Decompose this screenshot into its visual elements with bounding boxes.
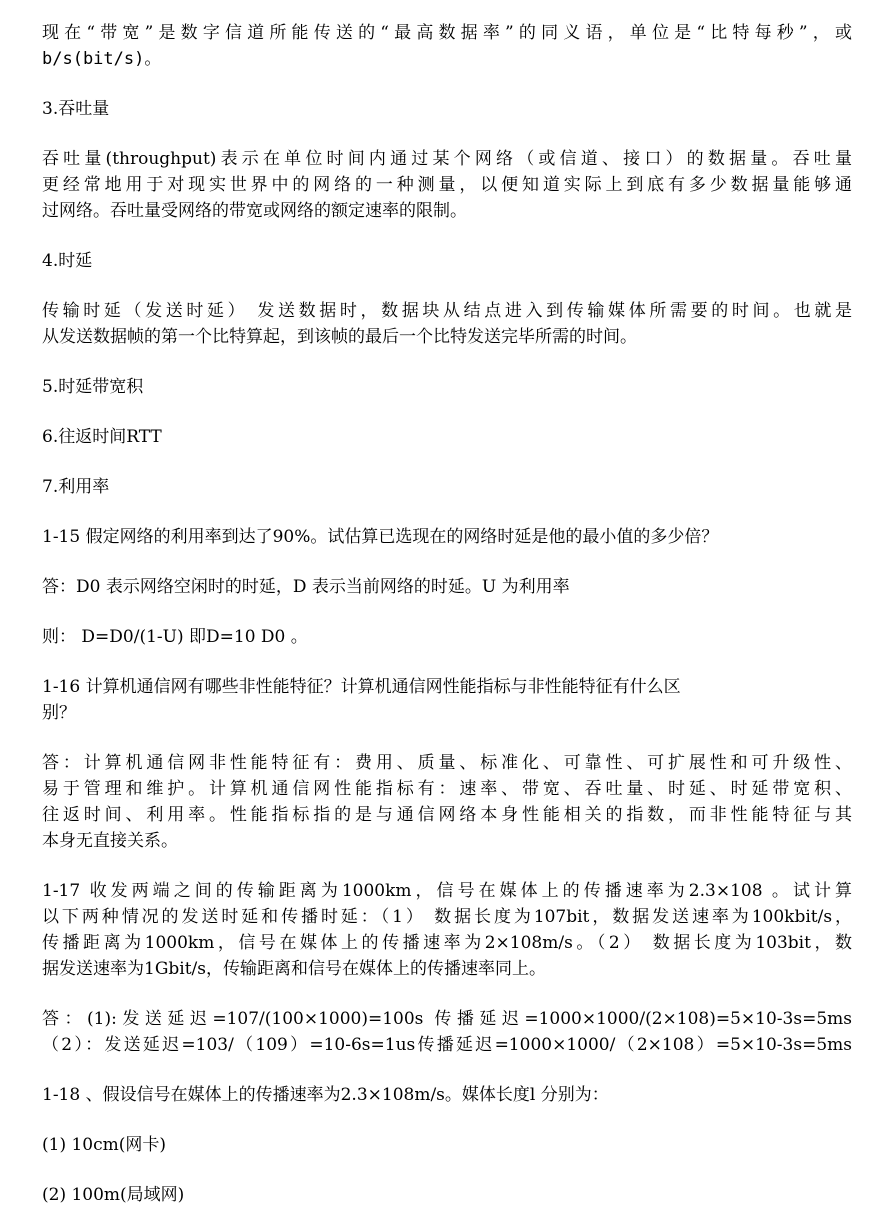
section-heading-utilization: 7.利用率 bbox=[42, 477, 110, 497]
question-1-17-line-4: 据发送速率为1Gbit/s，传输距离和信号在媒体上的传播速率同上。 bbox=[42, 959, 546, 979]
delay-paragraph-line-2: 从发送数据帧的第一个比特算起，到该帧的最后一个比特发送完毕所需的时间。 bbox=[42, 327, 637, 347]
answer-1-15-line-2: 则： D=D0/(1-U) 即D=10 D0 。 bbox=[42, 627, 308, 647]
throughput-paragraph-line-1: 吞吐量(throughput)表示在单位时间内通过某个网络（或信道、接口）的数据量。吞吐量 bbox=[42, 149, 852, 169]
throughput-paragraph-line-2: 更经常地用于对现实世界中的网络的一种测量，以便知道实际上到底有多少数据量能够通 bbox=[42, 175, 852, 195]
question-1-17-line-3: 传播距离为1000km，信号在媒体上的传播速率为2×108m/s。（2） 数据长度为103bit，数 bbox=[42, 933, 852, 953]
question-1-18-option-1: (1) 10cm(网卡) bbox=[42, 1135, 167, 1155]
question-1-17-line-2: 以下两种情况的发送时延和传播时延：（1） 数据长度为107bit，数据发送速率为100kbit/s， bbox=[42, 907, 852, 927]
answer-1-17-part-2: （2）：发送延迟=103/（109）=10-6s=1us传播延迟=1000×1000/（2×108）=5×10-3s=5ms bbox=[42, 1035, 852, 1055]
answer-1-16-line-3: 往返时间、利用率。性能指标指的是与通信网络本身性能相关的指数，而非性能特征与其 bbox=[42, 805, 852, 825]
answer-1-16-line-2: 易于管理和维护。计算机通信网性能指标有：速率、带宽、吞吐量、时延、时延带宽积、 bbox=[42, 779, 852, 799]
answer-1-15-line-1: 答：D0 表示网络空闲时的时延，D 表示当前网络的时延。U 为利用率 bbox=[42, 577, 570, 597]
question-1-15: 1-15 假定网络的利用率到达了90%。试估算已选现在的网络时延是他的最小值的多少倍？ bbox=[42, 527, 719, 547]
question-1-16-line-2: 别？ bbox=[42, 703, 76, 723]
throughput-paragraph-line-3: 过网络。吞吐量受网络的带宽或网络的额定速率的限制。 bbox=[42, 201, 467, 221]
question-1-17-line-1: 1-17 收发两端之间的传输距离为1000km，信号在媒体上的传播速率为2.3×108 。试计算 bbox=[42, 881, 852, 901]
section-heading-delay: 4.时延 bbox=[42, 251, 93, 271]
question-1-18-option-2: (2) 100m(局域网) bbox=[42, 1185, 185, 1205]
bandwidth-definition-line-2: b/s(bit/s)。 bbox=[42, 49, 162, 69]
section-heading-rtt: 6.往返时间RTT bbox=[42, 427, 162, 447]
bandwidth-definition-line-1: 现在“带宽”是数字信道所能传送的“最高数据率”的同义语，单位是“比特每秒”，或 bbox=[42, 23, 852, 43]
question-1-18: 1-18 、假设信号在媒体上的传播速率为2.3×108m/s。媒体长度l 分别为： bbox=[42, 1085, 609, 1105]
question-1-16-line-1: 1-16 计算机通信网有哪些非性能特征？计算机通信网性能指标与非性能特征有什么区 bbox=[42, 677, 681, 697]
answer-1-16-line-4: 本身无直接关系。 bbox=[42, 831, 178, 851]
answer-1-17-part-1: 答：(1):发送延迟=107/(100×1000)=100s 传播延迟=1000×1000/(2×108)=5×10-3s=5ms bbox=[42, 1009, 852, 1029]
section-heading-throughput: 3.吞吐量 bbox=[42, 99, 110, 119]
answer-1-16-line-1: 答：计算机通信网非性能特征有：费用、质量、标准化、可靠性、可扩展性和可升级性、 bbox=[42, 753, 852, 773]
delay-paragraph-line-1: 传输时延（发送时延） 发送数据时，数据块从结点进入到传输媒体所需要的时间。也就是 bbox=[42, 301, 852, 321]
section-heading-delay-bandwidth-product: 5.时延带宽积 bbox=[42, 377, 144, 397]
